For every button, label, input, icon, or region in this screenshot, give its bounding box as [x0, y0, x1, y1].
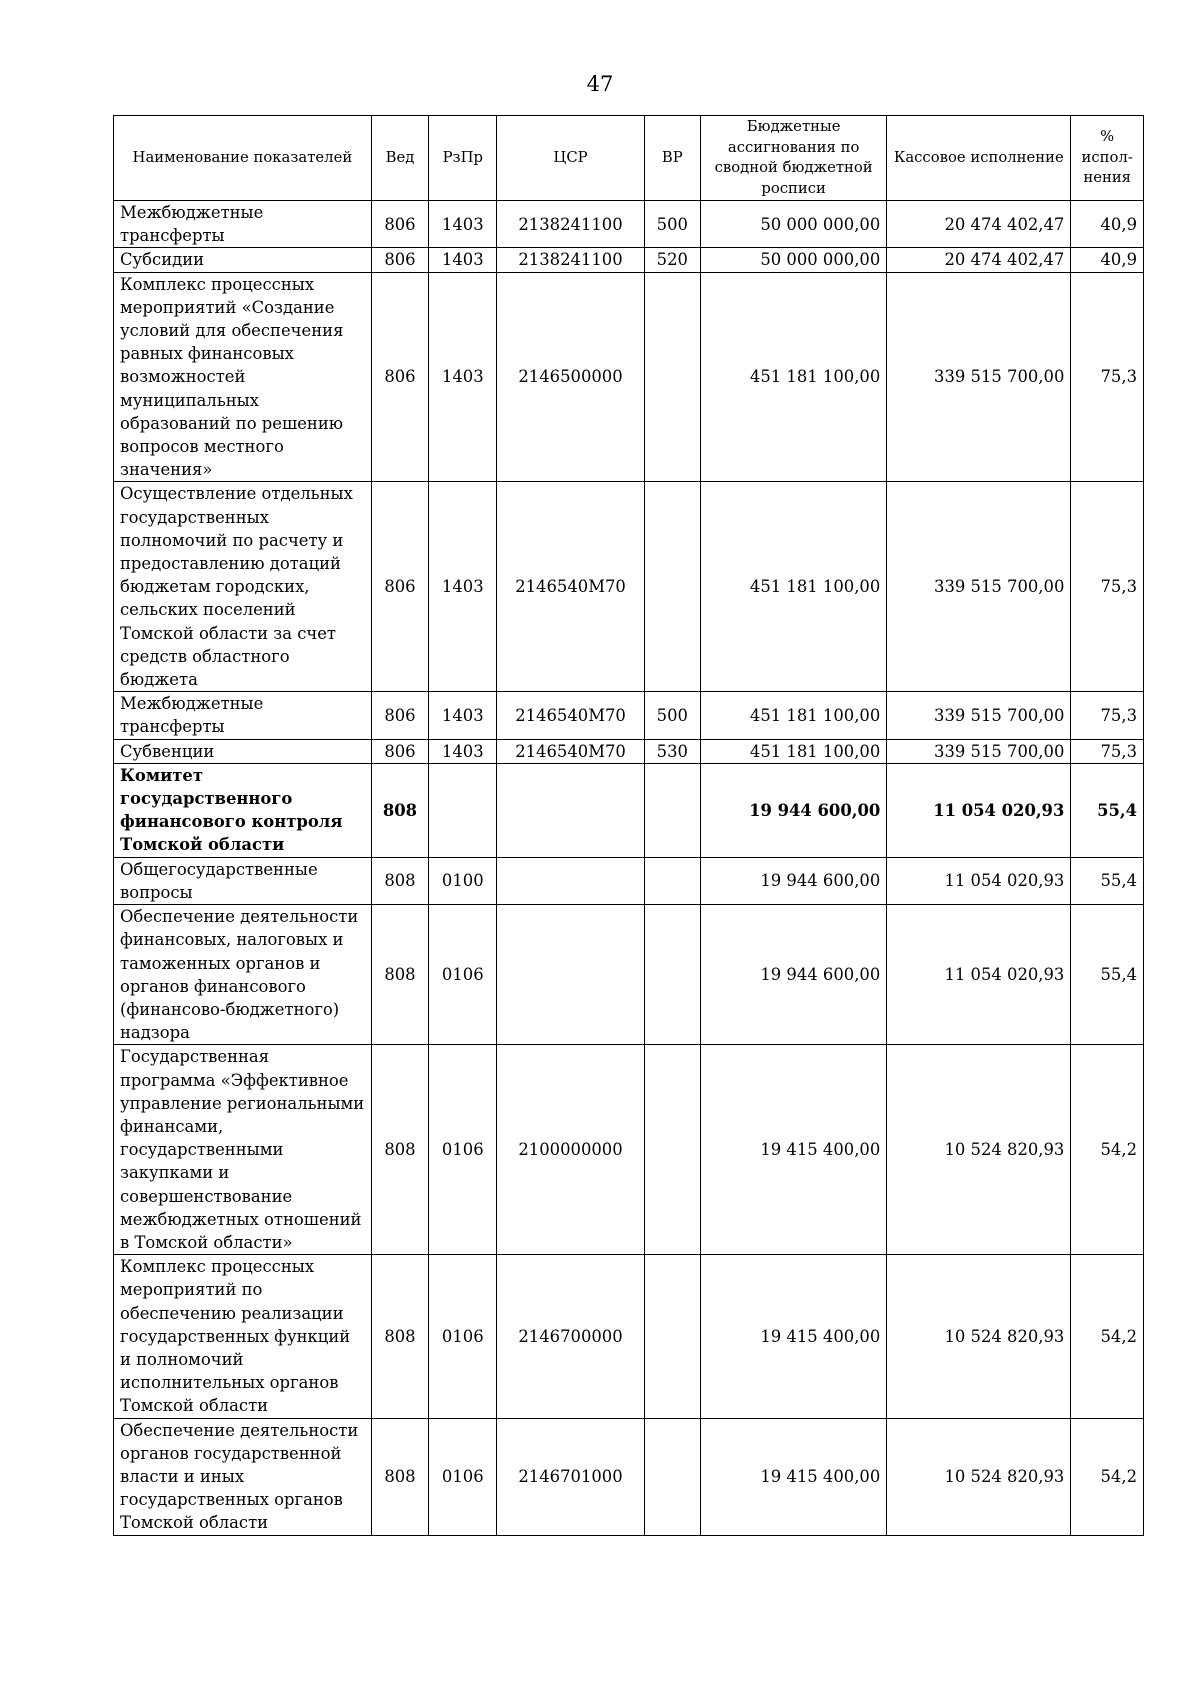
row-csr: 2100000000 [497, 1045, 644, 1255]
row-name: Комитет государственного финансового контроля Томской области [114, 763, 372, 857]
row-name: Субсидии [114, 248, 372, 272]
row-percent: 40,9 [1071, 201, 1144, 248]
row-vr [644, 1255, 700, 1418]
row-name: Комплекс процессных мероприятий «Создание условий для обеспечения равных финансовых возможностей муниципальных образований по решению вопросов местного значения» [114, 272, 372, 482]
budget-table [113, 115, 1144, 1536]
row-percent: 75,3 [1071, 692, 1144, 739]
row-rzpr: 1403 [429, 692, 497, 739]
row-ved: 806 [371, 272, 428, 482]
row-percent: 55,4 [1071, 905, 1144, 1045]
row-allocations: 19 944 600,00 [700, 905, 886, 1045]
row-rzpr: 0106 [429, 1418, 497, 1535]
table-row [114, 739, 1144, 763]
row-ved: 806 [371, 248, 428, 272]
row-percent: 40,9 [1071, 248, 1144, 272]
row-vr [644, 905, 700, 1045]
row-allocations: 451 181 100,00 [700, 739, 886, 763]
row-csr [497, 857, 644, 904]
row-csr: 2146540М70 [497, 482, 644, 692]
row-csr: 2146540М70 [497, 739, 644, 763]
table-header-row [114, 116, 1144, 201]
row-vr [644, 1418, 700, 1535]
row-vr: 500 [644, 201, 700, 248]
row-rzpr: 1403 [429, 272, 497, 482]
table-row [114, 1255, 1144, 1418]
row-ved: 806 [371, 692, 428, 739]
row-vr [644, 857, 700, 904]
row-rzpr: 1403 [429, 482, 497, 692]
row-name: Комплекс процессных мероприятий по обеспечению реализации государственных функций и полномочий исполнительных органов Томской области [114, 1255, 372, 1418]
row-execution: 11 054 020,93 [887, 763, 1071, 857]
row-execution: 339 515 700,00 [887, 739, 1071, 763]
row-name: Межбюджетные трансферты [114, 692, 372, 739]
row-csr: 2146701000 [497, 1418, 644, 1535]
row-rzpr: 1403 [429, 201, 497, 248]
row-vr: 500 [644, 692, 700, 739]
row-allocations: 451 181 100,00 [700, 482, 886, 692]
table-row [114, 905, 1144, 1045]
table-body [114, 201, 1144, 1536]
row-allocations: 19 415 400,00 [700, 1045, 886, 1255]
header-allocations: Бюджетные ассигнования по сводной бюджетной росписи [700, 116, 886, 201]
row-allocations: 19 944 600,00 [700, 763, 886, 857]
row-percent: 55,4 [1071, 763, 1144, 857]
row-percent: 54,2 [1071, 1418, 1144, 1535]
row-percent: 54,2 [1071, 1045, 1144, 1255]
table-row [114, 763, 1144, 857]
header-percent: % испол-нения [1071, 116, 1144, 201]
header-rzpr: РзПр [429, 116, 497, 201]
header-vr: ВР [644, 116, 700, 201]
row-percent: 54,2 [1071, 1255, 1144, 1418]
table-row [114, 272, 1144, 482]
row-csr: 2138241100 [497, 201, 644, 248]
header-name: Наименование показателей [114, 116, 372, 201]
row-execution: 339 515 700,00 [887, 482, 1071, 692]
row-allocations: 19 944 600,00 [700, 857, 886, 904]
header-csr: ЦСР [497, 116, 644, 201]
row-vr [644, 482, 700, 692]
table-row [114, 1418, 1144, 1535]
row-percent: 75,3 [1071, 739, 1144, 763]
row-execution: 10 524 820,93 [887, 1418, 1071, 1535]
row-rzpr: 0106 [429, 905, 497, 1045]
row-rzpr: 1403 [429, 248, 497, 272]
row-vr [644, 1045, 700, 1255]
row-execution: 339 515 700,00 [887, 272, 1071, 482]
row-rzpr: 0106 [429, 1255, 497, 1418]
row-rzpr: 0106 [429, 1045, 497, 1255]
page-number: 47 [586, 72, 614, 96]
table-row [114, 692, 1144, 739]
row-ved: 808 [371, 1255, 428, 1418]
row-allocations: 451 181 100,00 [700, 272, 886, 482]
row-csr: 2146700000 [497, 1255, 644, 1418]
row-csr [497, 905, 644, 1045]
row-csr: 2146500000 [497, 272, 644, 482]
row-rzpr: 1403 [429, 739, 497, 763]
row-execution: 10 524 820,93 [887, 1255, 1071, 1418]
row-name: Государственная программа «Эффективное управление региональными финансами, государственными закупками и совершенствование межбюджетных отношений в Томской области» [114, 1045, 372, 1255]
row-rzpr [429, 763, 497, 857]
row-ved: 806 [371, 201, 428, 248]
row-rzpr: 0100 [429, 857, 497, 904]
row-allocations: 50 000 000,00 [700, 248, 886, 272]
header-execution: Кассовое исполнение [887, 116, 1071, 201]
table-row [114, 201, 1144, 248]
row-percent: 75,3 [1071, 482, 1144, 692]
row-csr [497, 763, 644, 857]
row-name: Обеспечение деятельности финансовых, налоговых и таможенных органов и органов финансового (финансово-бюджетного) надзора [114, 905, 372, 1045]
row-csr: 2138241100 [497, 248, 644, 272]
row-allocations: 50 000 000,00 [700, 201, 886, 248]
row-ved: 808 [371, 763, 428, 857]
row-percent: 55,4 [1071, 857, 1144, 904]
row-execution: 339 515 700,00 [887, 692, 1071, 739]
row-allocations: 19 415 400,00 [700, 1255, 886, 1418]
row-ved: 808 [371, 905, 428, 1045]
row-execution: 11 054 020,93 [887, 905, 1071, 1045]
row-name: Осуществление отдельных государственных полномочий по расчету и предоставлению дотаций бюджетам городских, сельских поселений Томской области за счет средств областного бюджета [114, 482, 372, 692]
row-name: Обеспечение деятельности органов государственной власти и иных государственных органов Томской области [114, 1418, 372, 1535]
row-ved: 808 [371, 1045, 428, 1255]
row-execution: 20 474 402,47 [887, 201, 1071, 248]
table-row [114, 248, 1144, 272]
row-allocations: 451 181 100,00 [700, 692, 886, 739]
row-ved: 808 [371, 1418, 428, 1535]
table-row [114, 1045, 1144, 1255]
row-percent: 75,3 [1071, 272, 1144, 482]
row-execution: 11 054 020,93 [887, 857, 1071, 904]
row-name: Общегосударственные вопросы [114, 857, 372, 904]
row-ved: 808 [371, 857, 428, 904]
row-allocations: 19 415 400,00 [700, 1418, 886, 1535]
row-execution: 10 524 820,93 [887, 1045, 1071, 1255]
row-vr [644, 272, 700, 482]
header-ved: Вед [371, 116, 428, 201]
row-vr: 530 [644, 739, 700, 763]
row-ved: 806 [371, 482, 428, 692]
row-name: Субвенции [114, 739, 372, 763]
row-vr: 520 [644, 248, 700, 272]
row-ved: 806 [371, 739, 428, 763]
row-execution: 20 474 402,47 [887, 248, 1071, 272]
row-vr [644, 763, 700, 857]
table-row [114, 857, 1144, 904]
row-name: Межбюджетные трансферты [114, 201, 372, 248]
row-csr: 2146540М70 [497, 692, 644, 739]
table-row [114, 482, 1144, 692]
